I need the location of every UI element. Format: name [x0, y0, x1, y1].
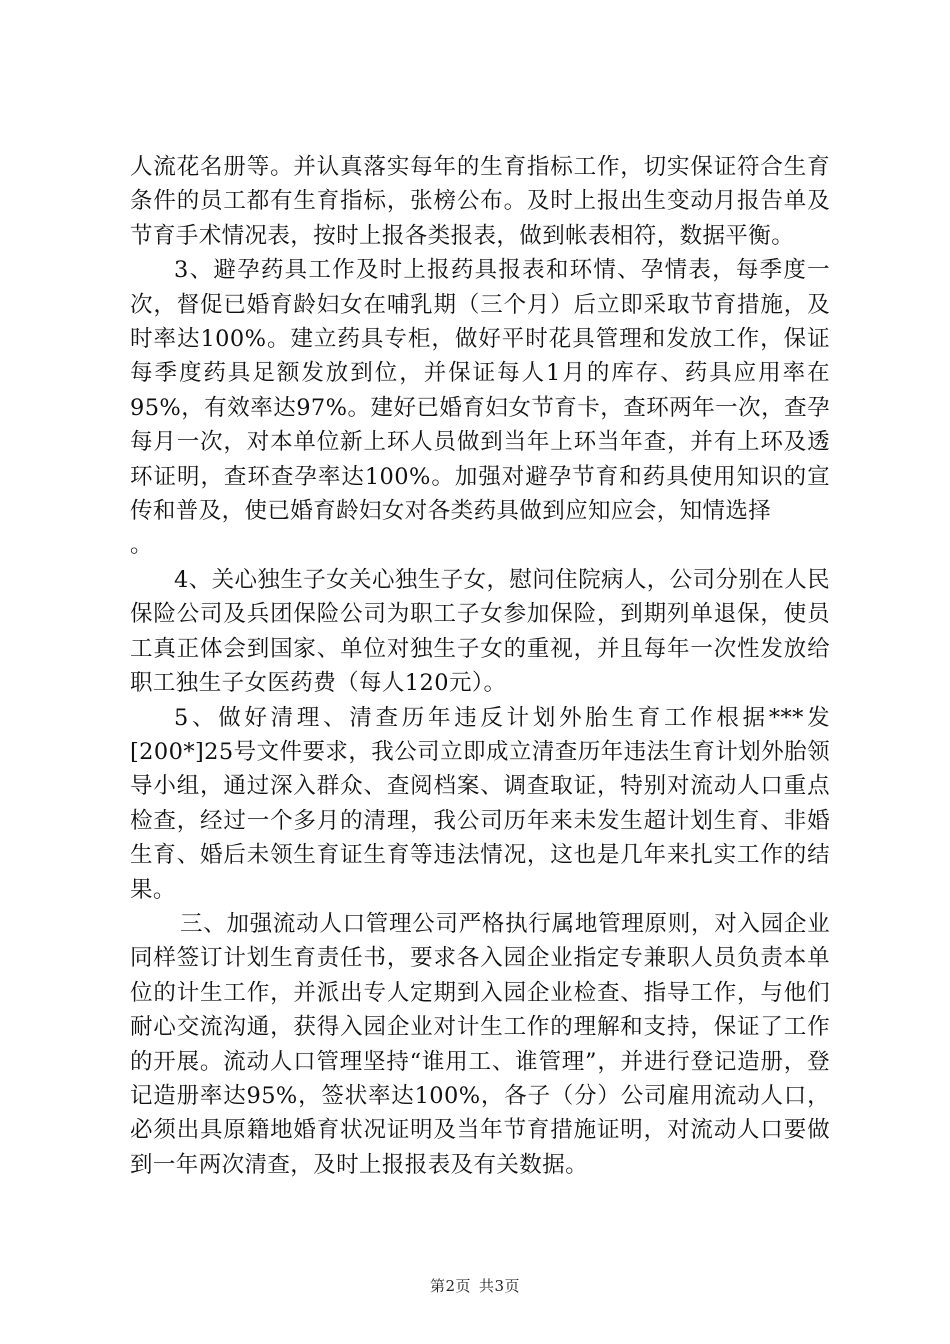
paragraph-contraceptive-work: 3、避孕药具工作及时上报药具报表和环情、孕情表，每季度一次，督促已婚育龄妇女在哺乳期（三个月）后立即采取节育措施，及时率达100%。建立药具专柜，做好平时花具管理和发放工作，保证每季度药具足额发放到位，并保证每人1月的库存、药具应用率在95%，有效率达97%。建好已婚育妇女节育卡，查环两年一次，查孕每月一次，对本单位新上环人员做到当年上环当年查，并有上环及透环证明，查环查孕率达100%。加强对避孕节育和药具使用知识的宣传和普及，使已婚育龄妇女对各类药具做到应知应会，知情选择	[130, 257, 830, 525]
page-number-total: 共3页	[479, 1277, 521, 1295]
page-number-current: 第2页	[429, 1277, 471, 1295]
paragraph-floating-population: 三、加强流动人口管理公司严格执行属地管理原则，对入园企业同样签订计划生育责任书，要求各入园企业指定专兼职人员负责本单位的计生工作，并派出专人定期到入园企业检查、指导工作，与他们耐心交流沟通，获得入园企业对计生工作的理解和支持，保证了工作的开展。流动人口管理坚持“谁用工、谁管理”，并进行登记造册，登记造册率达95%，签状率达100%，各子（分）公司雇用流动人口，必须出具原籍地婚育状况证明及当年节育措施证明，对流动人口要做到一年两次清查，及时上报报表及有关数据。	[130, 910, 830, 1178]
paragraph-only-child-care: 4、关心独生子女关心独生子女，慰问住院病人，公司分别在人民保险公司及兵团保险公司为职工子女参加保险，到期列单退保，使员工真正体会到国家、单位对独生子女的重视，并且每年一次性发放给职工独生子女医药费（每人120元）。	[130, 566, 830, 697]
paragraph-period-mark: 。	[130, 532, 153, 559]
page-footer	[0, 1276, 950, 1296]
document-body	[130, 150, 830, 1182]
paragraph-continuation: 人流花名册等。并认真落实每年的生育指标工作，切实保证符合生育条件的员工都有生育指标，张榜公布。及时上报出生变动月报告单及节育手术情况表，按时上报各类报表，做到帐表相符，数据平衡。	[130, 154, 830, 249]
paragraph-cleanup-review: 5、做好清理、清查历年违反计划外胎生育工作根据***发[200*]25号文件要求，我公司立即成立清查历年违法生育计划外胎领导小组，通过深入群众、查阅档案、调查取证，特别对流动人口重点检查，经过一个多月的清理，我公司历年来未发生超计划生育、非婚生育、婚后未领生育证生育等违法情况，这也是几年来扎实工作的结果。	[130, 704, 830, 903]
